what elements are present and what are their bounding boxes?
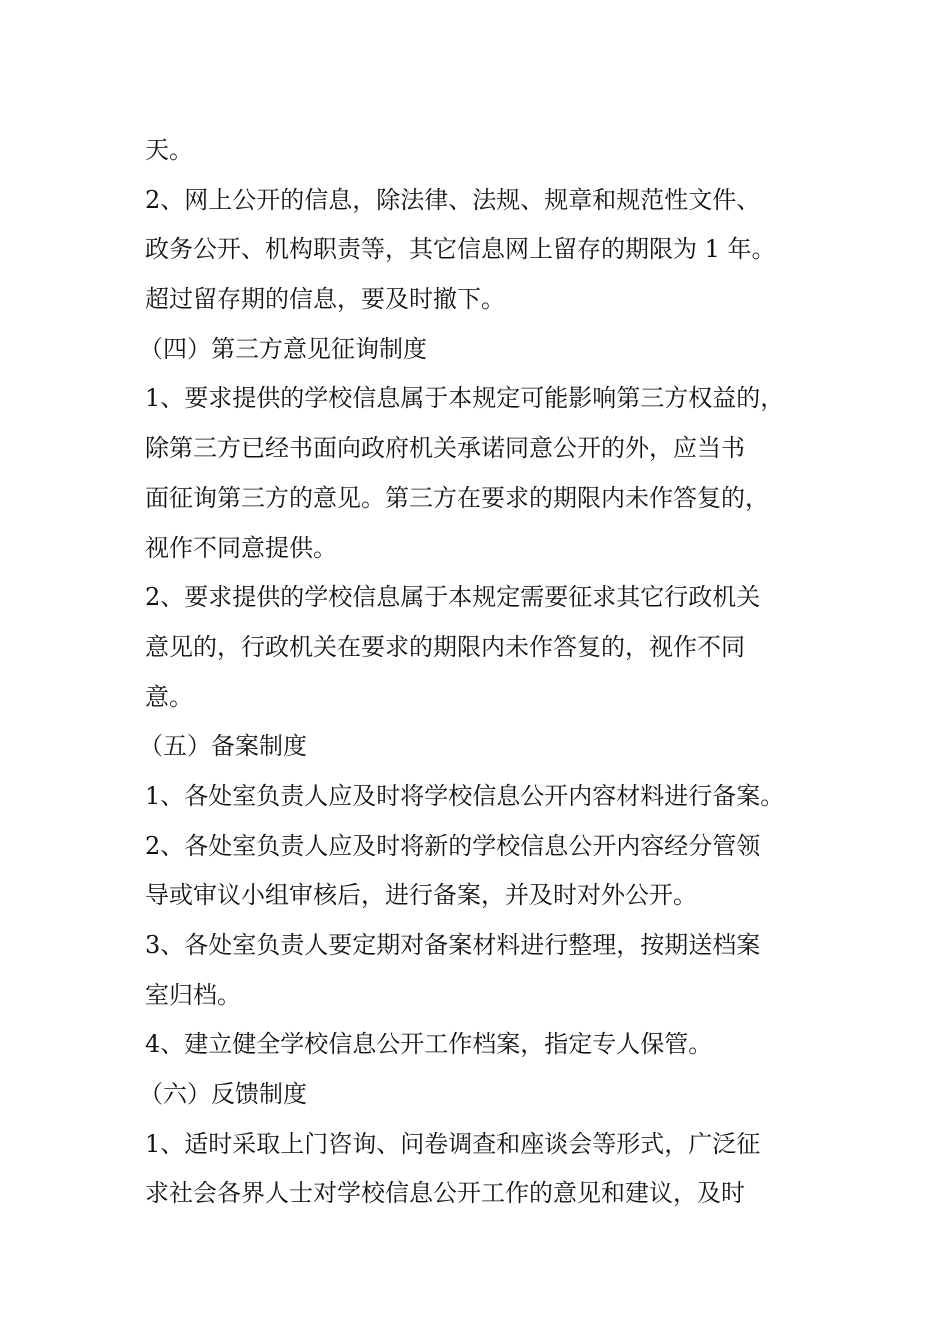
- section-heading-6: （六）反馈制度: [139, 1080, 307, 1109]
- paragraph-line: 1、适时采取上门咨询、问卷调查和座谈会等形式，广泛征: [145, 1129, 761, 1158]
- paragraph-line: 除第三方已经书面向政府机关承诺同意公开的外，应当书: [145, 434, 745, 463]
- paragraph-line: 1、要求提供的学校信息属于本规定可能影响第三方权益的，: [145, 384, 785, 413]
- paragraph-line: 超过留存期的信息，要及时撤下。: [145, 285, 505, 314]
- section-heading-5: （五）备案制度: [139, 732, 307, 761]
- paragraph-line: 室归档。: [145, 980, 241, 1009]
- paragraph-line: 视作不同意提供。: [145, 533, 337, 562]
- document-body: [139, 126, 835, 1219]
- paragraph-line: 1、各处室负责人应及时将学校信息公开内容材料进行备案。: [145, 781, 785, 810]
- paragraph-line: 天。: [145, 136, 193, 164]
- section-heading-4: （四）第三方意见征询制度: [139, 334, 427, 363]
- paragraph-line: 意。: [145, 682, 193, 711]
- paragraph-line: 4、建立健全学校信息公开工作档案，指定专人保管。: [145, 1030, 713, 1059]
- paragraph-line: 2、网上公开的信息，除法律、法规、规章和规范性文件、: [145, 185, 761, 214]
- paragraph-line: 意见的，行政机关在要求的期限内未作答复的，视作不同: [145, 632, 745, 661]
- paragraph-line: 2、要求提供的学校信息属于本规定需要征求其它行政机关: [145, 583, 761, 612]
- paragraph-line: 导或审议小组审核后，进行备案，并及时对外公开。: [145, 881, 697, 910]
- paragraph-line: 2、各处室负责人应及时将新的学校信息公开内容经分管领: [145, 831, 761, 860]
- paragraph-line: 面征询第三方的意见。第三方在要求的期限内未作答复的，: [145, 483, 769, 512]
- paragraph-line: 求社会各界人士对学校信息公开工作的意见和建议，及时: [145, 1179, 745, 1208]
- paragraph-line: 政务公开、机构职责等，其它信息网上留存的期限为 1 年。: [145, 235, 776, 264]
- paragraph-line: 3、各处室负责人要定期对备案材料进行整理，按期送档案: [145, 931, 761, 959]
